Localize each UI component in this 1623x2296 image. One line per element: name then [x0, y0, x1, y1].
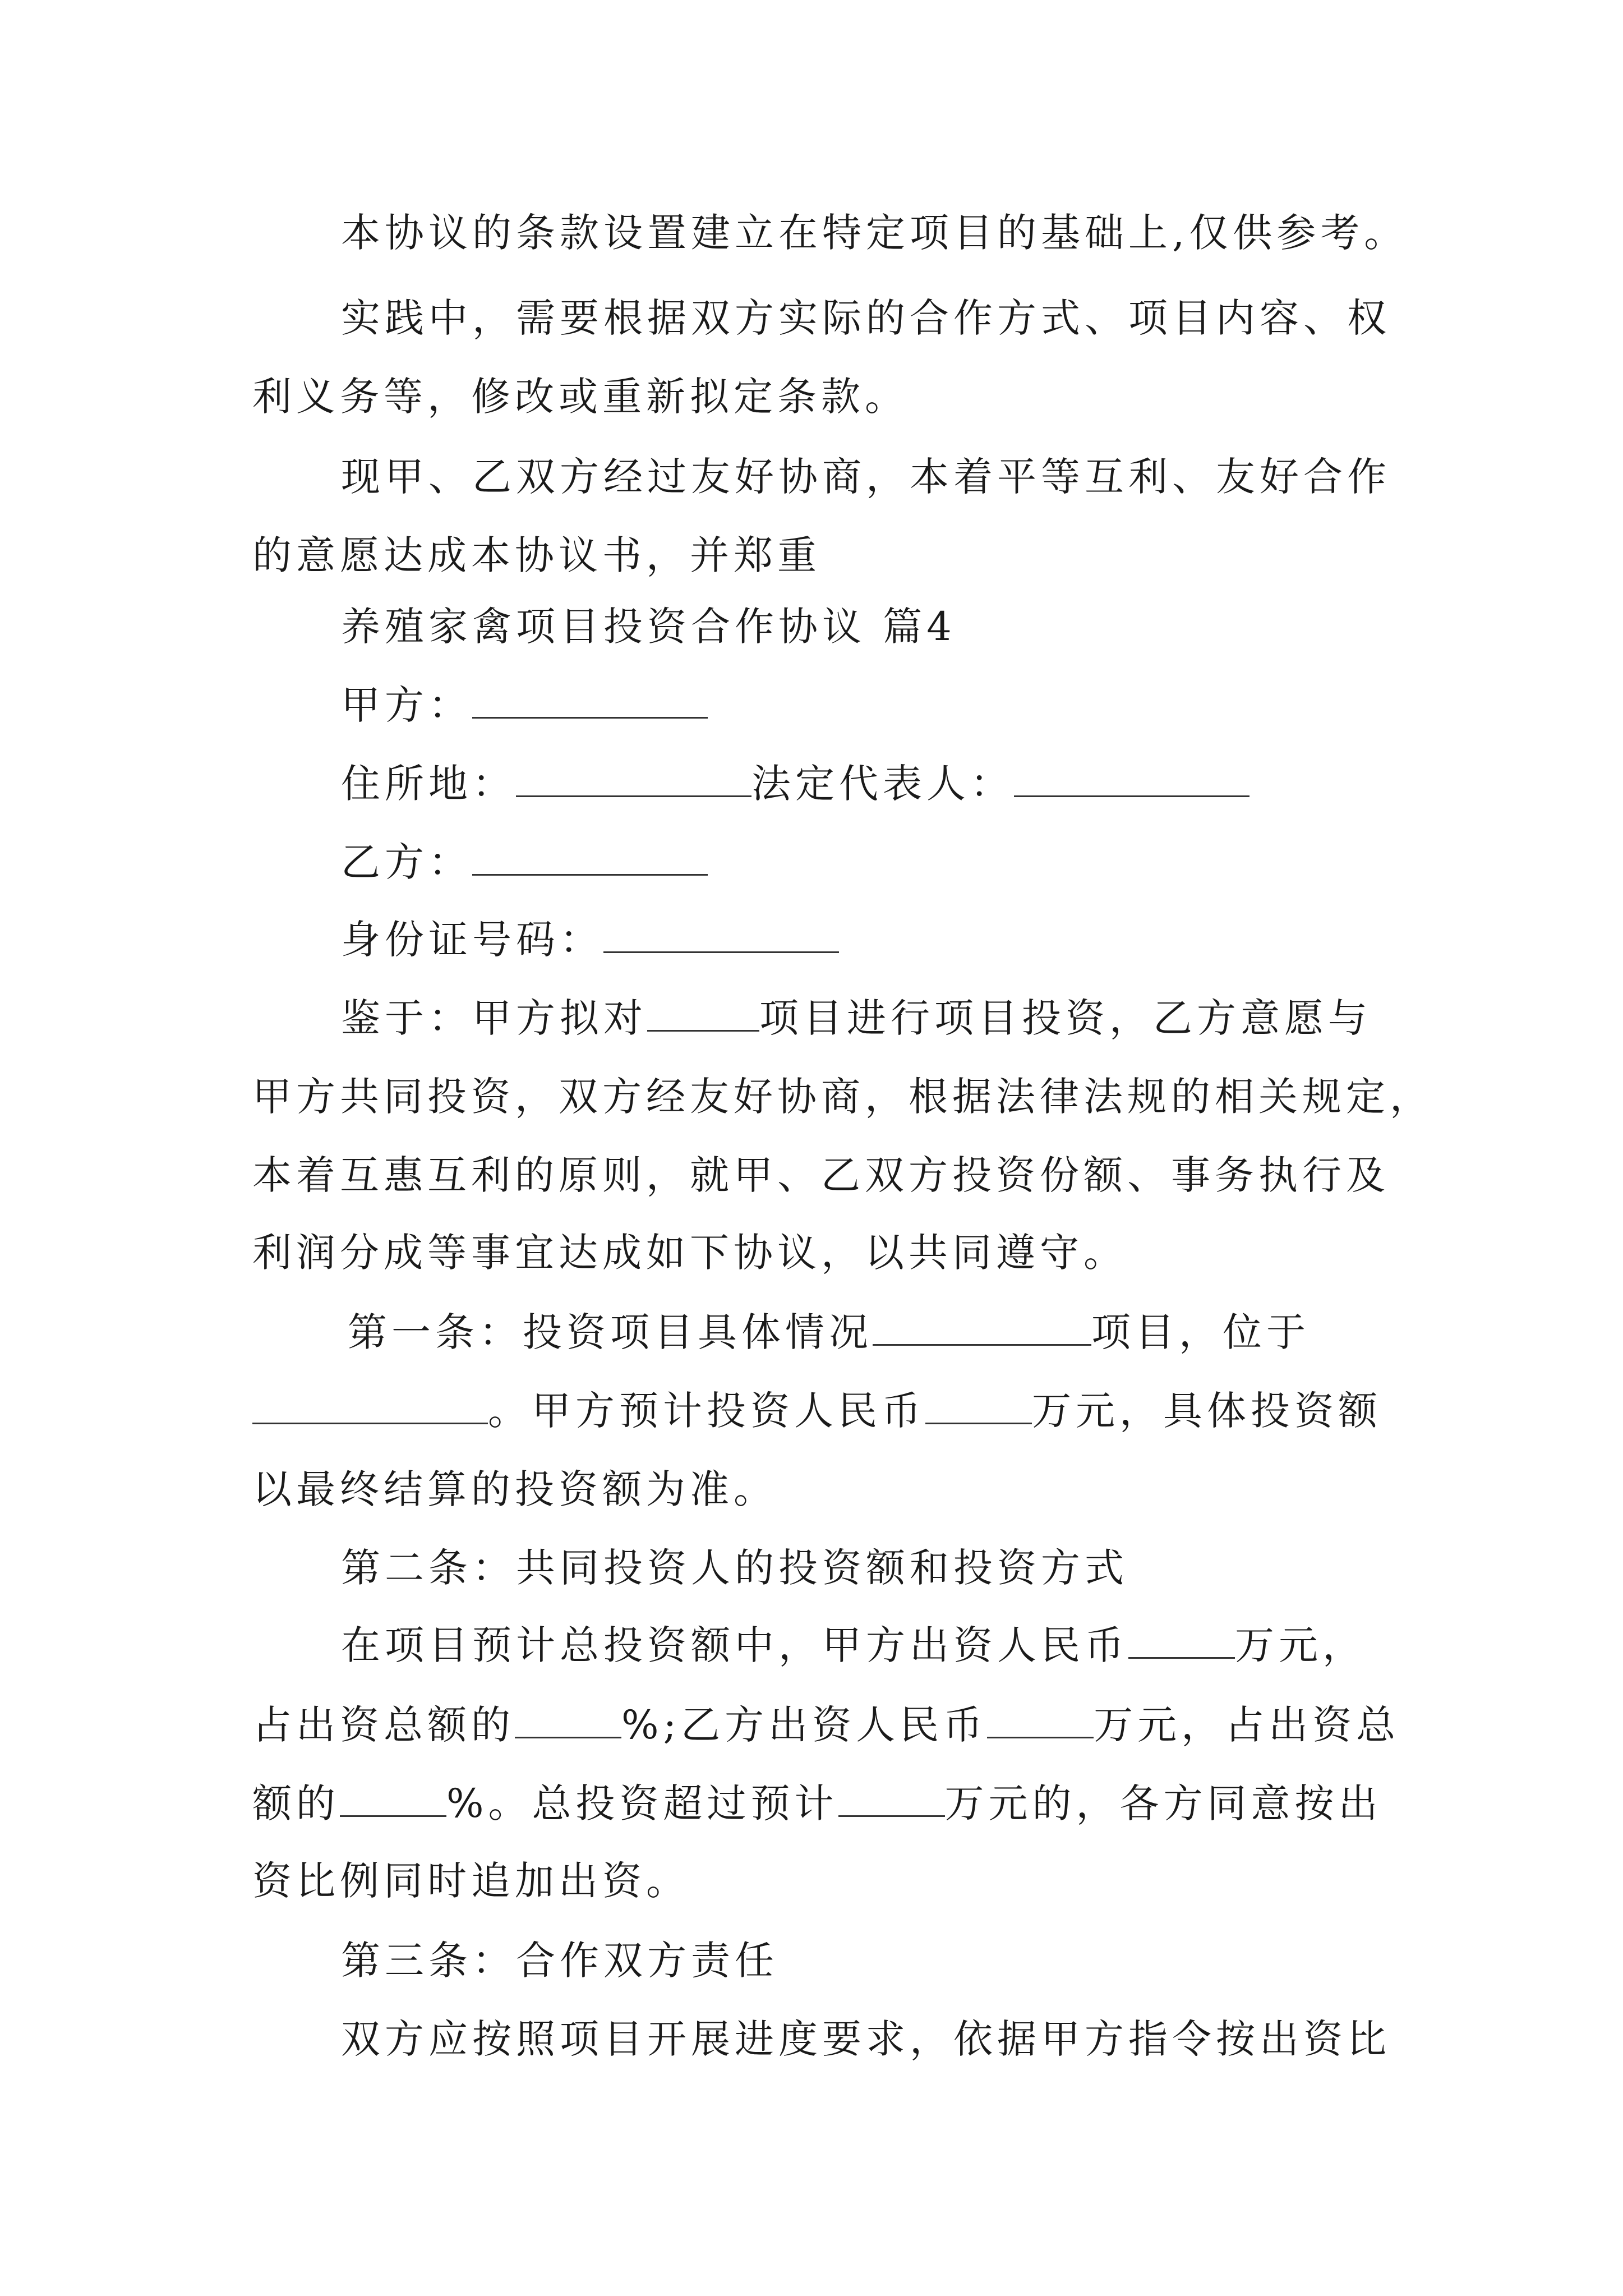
text: 在项目预计总投资额中，甲方出资人民币: [341, 1622, 1128, 1668]
text: 甲方共同投资，双方经友好协商，根据法律法规的相关规定，: [252, 1074, 1433, 1120]
text: 双方应按照项目开展进度要求，依据甲方指令按出资比: [341, 2016, 1391, 2062]
text: 利义务等，修改或重新拟定条款。: [252, 374, 909, 420]
text: 第二条：共同投资人的投资额和投资方式: [341, 1545, 1128, 1591]
party-b-label: 乙方：: [341, 839, 472, 885]
party-a-blank: [472, 687, 708, 719]
location-blank: [252, 1392, 488, 1424]
id-label: 身份证号码：: [341, 917, 603, 963]
paragraph-practice-line1: [341, 295, 1391, 341]
text: %。总投资超过预计: [446, 1780, 838, 1826]
party-b-percent-blank: [340, 1785, 446, 1817]
legal-rep-label: 法定代表人：: [751, 761, 1014, 807]
party-a-amount-blank: [1128, 1627, 1235, 1659]
address-label: 住所地：: [341, 761, 516, 807]
text: %;乙方出资人民币: [621, 1702, 988, 1748]
text: 资比例同时追加出资。: [252, 1858, 690, 1904]
article1-line2: [252, 1388, 1382, 1434]
text: 利润分成等事宜达成如下协议，以共同遵守。: [252, 1230, 1127, 1276]
text: 鉴于：甲方拟对: [341, 995, 647, 1041]
text: 占出资总额的: [252, 1702, 515, 1748]
article3-line1: [341, 2016, 1391, 2062]
text: 实践中，需要根据双方实际的合作方式、项目内容、权: [341, 295, 1391, 341]
text: 现甲、乙双方经过友好协商，本着平等互利、友好合作: [341, 454, 1391, 500]
text: 本着互惠互利的原则，就甲、乙双方投资份额、事务执行及: [252, 1152, 1390, 1198]
text: 本协议的条款设置建立在特定项目的基础上,仅供参考。: [341, 210, 1408, 256]
legal-rep-blank: [1014, 765, 1249, 797]
id-number-line: [341, 917, 839, 963]
overrun-amount-blank: [838, 1785, 945, 1817]
party-b-line: [341, 839, 708, 885]
whereas-line4: [252, 1230, 1127, 1276]
text: 第三条：合作双方责任: [341, 1938, 778, 1984]
article1-line3: [252, 1466, 777, 1512]
address-line: [341, 761, 1249, 807]
paragraph-consensus-line2: [252, 532, 821, 578]
party-a-percent-blank: [515, 1706, 621, 1738]
article1-line1: [348, 1309, 1310, 1355]
id-blank: [603, 921, 839, 953]
text: 万元，: [1235, 1622, 1366, 1668]
text: 万元，占出资总: [1094, 1702, 1400, 1748]
article2-line1: [341, 1622, 1366, 1668]
paragraph-disclaimer: [341, 210, 1408, 256]
text: 的意愿达成本协议书，并郑重: [252, 532, 821, 578]
whereas-line1: [341, 995, 1372, 1041]
project-name-blank: [873, 1314, 1091, 1346]
party-b-amount-blank: [987, 1706, 1094, 1738]
text: 第一条：投资项目具体情况: [348, 1309, 873, 1355]
article3-title: [341, 1938, 778, 1984]
text: 项目，位于: [1091, 1309, 1310, 1355]
article2-line3: [252, 1780, 1382, 1826]
address-blank: [516, 765, 751, 797]
project-blank: [647, 1000, 759, 1032]
text: 项目进行项目投资，乙方意愿与: [759, 995, 1372, 1041]
paragraph-practice-line2: [252, 374, 909, 420]
text: 额的: [252, 1780, 340, 1826]
text: 养殖家禽项目投资合作协议 篇4: [341, 604, 956, 650]
text: 万元，具体投资额: [1032, 1388, 1382, 1434]
investment-amount-blank: [925, 1392, 1032, 1424]
article2-line4: [252, 1858, 690, 1904]
party-b-blank: [472, 844, 708, 876]
party-a-line: [341, 682, 708, 728]
article2-line2: [252, 1702, 1400, 1748]
party-a-label: 甲方：: [341, 682, 472, 728]
text: 万元的，各方同意按出: [944, 1780, 1382, 1826]
whereas-line3: [252, 1152, 1390, 1198]
document-title: [341, 604, 956, 650]
text: 。甲方预计投资人民币: [488, 1388, 925, 1434]
whereas-line2: [252, 1074, 1433, 1120]
article2-title: [341, 1545, 1128, 1591]
paragraph-consensus-line1: [341, 454, 1391, 500]
text: 以最终结算的投资额为准。: [252, 1466, 777, 1512]
